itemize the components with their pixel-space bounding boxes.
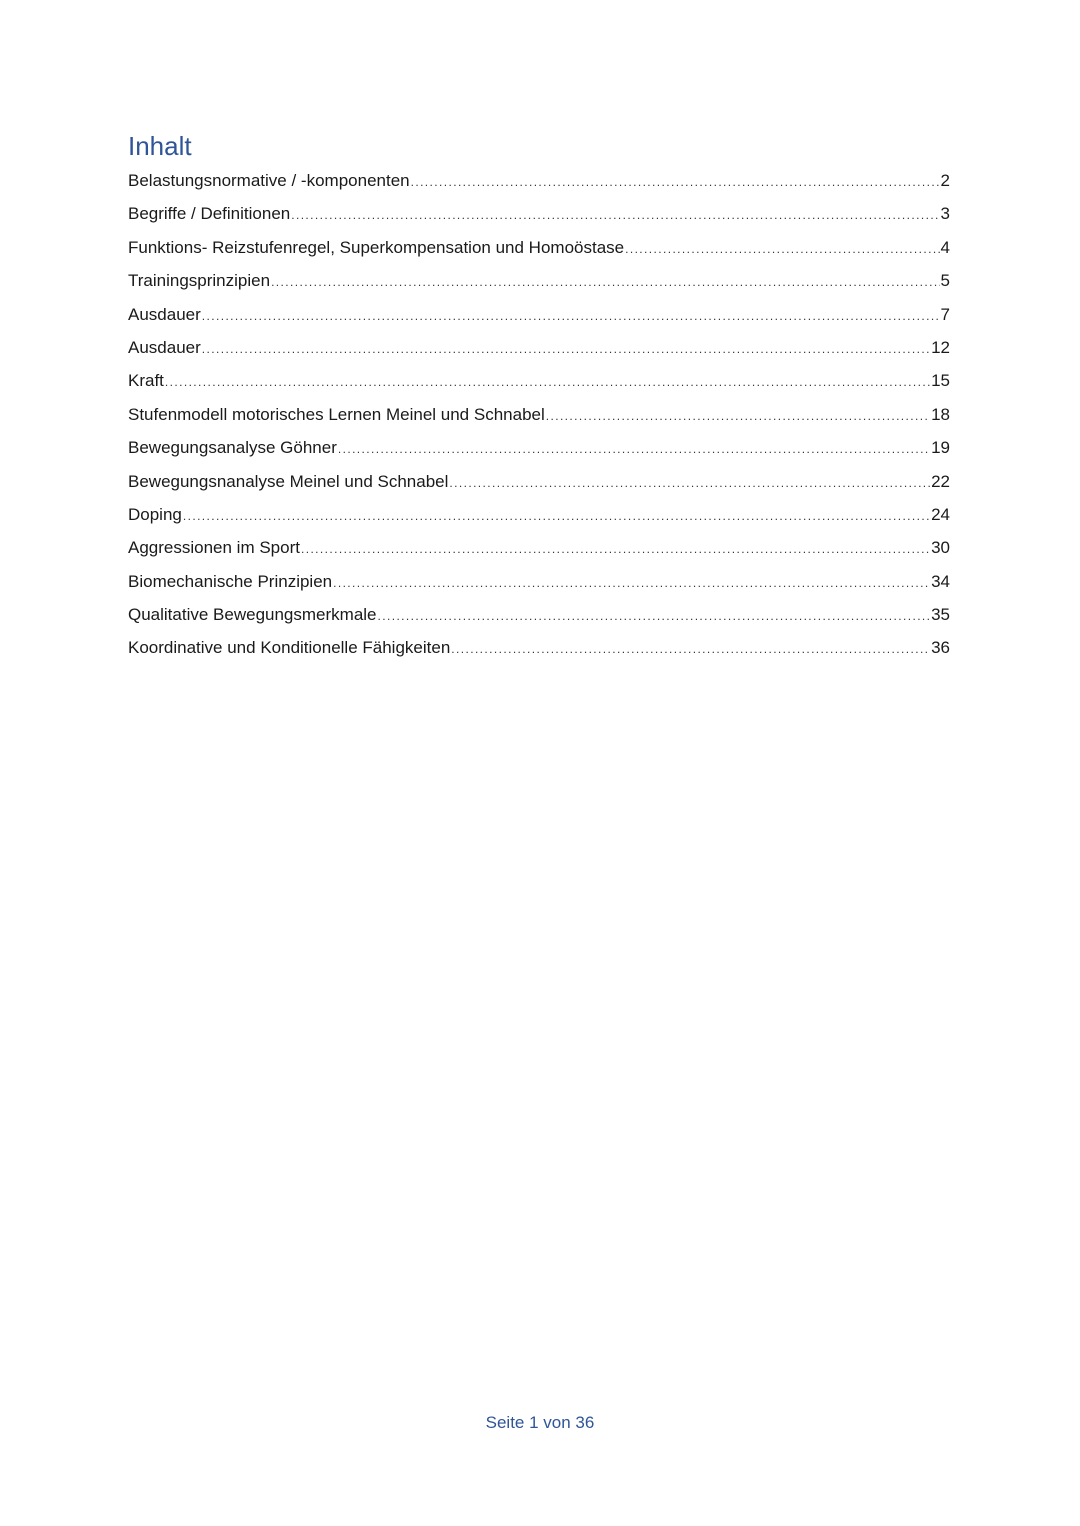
toc-entry-label: Doping [128,504,182,524]
toc-dot-leader [546,405,930,427]
toc-entry-page: 35 [931,605,950,625]
toc-dot-leader [291,204,939,226]
toc-entry-page: 36 [931,638,950,658]
toc-entry-page: 19 [931,438,950,458]
toc-entry-label: Belastungsnormative / -komponenten [128,171,410,190]
toc-dot-leader [202,338,930,360]
toc-entry[interactable] [128,604,950,637]
toc-entry-label: Ausdauer [128,337,201,357]
page-footer: Seite 1 von 36 [485,1413,595,1432]
toc-dot-leader [625,238,939,260]
toc-entry-label: Aggressionen im Sport [128,538,300,558]
toc-entry[interactable] [128,504,950,537]
toc-entry-label: Ausdauer [128,304,201,324]
toc-entry-label: Bewegungsnanalyse Meinel und Schnabel [128,471,449,491]
toc-entry[interactable] [128,237,950,270]
toc-entry-label: Trainingsprinzipien [128,271,271,291]
toc-entry-label: Begriffe / Definitionen [128,204,291,224]
toc-entry-page: 30 [931,538,950,558]
toc-entry[interactable] [128,370,950,403]
toc-heading: Inhalt [128,131,192,161]
toc-dot-leader [271,271,939,293]
toc-entry-label: Biomechanische Prinzipien [128,571,333,591]
toc-entry[interactable] [128,537,950,570]
toc-dot-leader [449,472,930,494]
toc-dot-leader [165,371,930,393]
toc-entry-label: Bewegungsanalyse Göhner [128,438,337,458]
toc-dot-leader [333,572,930,594]
toc-entry-label: Funktions- Reizstufenregel, Superkompensation und Homoöstase [128,237,625,257]
toc-dot-leader [378,605,931,627]
toc-entry[interactable] [128,437,950,470]
toc-dot-leader [411,171,940,193]
toc-entry-page: 12 [931,337,950,357]
toc-entry-page: 2 [940,171,950,190]
toc-entry-label: Kraft [128,371,164,391]
toc-entry-label: Koordinative und Konditionelle Fähigkeiten [128,638,451,658]
toc-dot-leader [451,638,930,660]
toc-dot-leader [183,505,930,527]
toc-entry[interactable] [128,637,950,670]
toc-entry[interactable] [128,170,950,203]
toc-entry-page: 22 [931,471,950,491]
toc-entry[interactable] [128,203,950,236]
toc-entry[interactable] [128,471,950,504]
toc-dot-leader [202,305,940,327]
table-of-contents [128,128,950,671]
toc-entry-page: 18 [931,404,950,424]
toc-entry[interactable] [128,270,950,303]
toc-entry-page: 3 [940,204,950,224]
toc-entry[interactable] [128,337,950,370]
toc-entry-page: 15 [931,371,950,391]
toc-entry-page: 5 [940,271,950,291]
toc-entry-label: Qualitative Bewegungsmerkmale [128,605,377,625]
toc-list [128,170,950,671]
toc-dot-leader [301,538,930,560]
toc-dot-leader [338,438,930,460]
toc-entry-page: 4 [940,237,950,257]
toc-entry-page: 7 [940,304,950,324]
toc-entry[interactable] [128,571,950,604]
toc-entry[interactable] [128,304,950,337]
toc-entry-label: Stufenmodell motorisches Lernen Meinel und Schnabel [128,404,545,424]
toc-entry-page: 34 [931,571,950,591]
toc-entry[interactable] [128,404,950,437]
toc-entry-page: 24 [931,504,950,524]
